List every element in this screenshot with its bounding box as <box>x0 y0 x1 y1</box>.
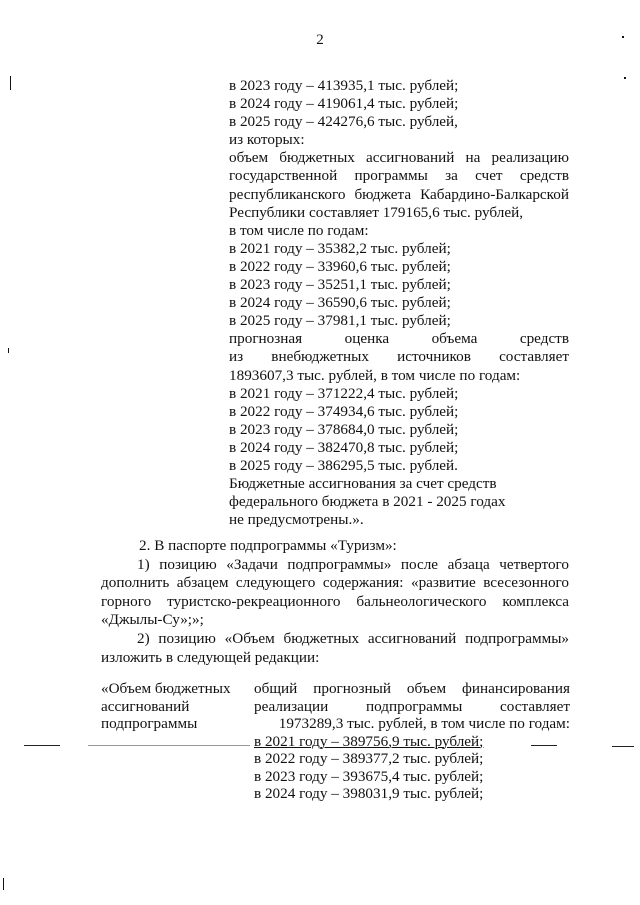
text-line: в 2021 году – 35382,2 тыс. рублей; <box>229 239 451 257</box>
text-line: в 2022 году – 374934,6 тыс. рублей; <box>229 402 459 420</box>
underlined-year-row: в 2021 году – 389756,9 тыс. рублей; <box>254 732 484 750</box>
text-line: в 2023 году – 413935,1 тыс. рублей; <box>229 77 459 94</box>
text-line: в 2025 году – 37981,1 тыс. рублей; <box>229 312 451 330</box>
text-line: в 2023 году – 393675,4 тыс. рублей; <box>254 767 484 785</box>
text-line: 1893607,3 тыс. рублей, в том числе по годам: <box>229 366 521 384</box>
text-line: прогнозная оценка объема средств <box>229 330 569 348</box>
text-line: горного туристско-рекреационного бальнеологического комплекса <box>101 592 569 610</box>
text-line: Республики составляет 179165,6 тыс. рублей, <box>229 203 524 221</box>
table-left-cell <box>101 680 246 733</box>
text-line: «Джылы-Су»;»; <box>101 611 204 629</box>
text-line: реализации подпрограммы составляет <box>254 697 570 715</box>
margin-mark <box>8 348 9 353</box>
text-line: не предусмотрены.». <box>229 511 364 529</box>
scan-dash-line <box>531 745 557 746</box>
text-line: «Объем бюджетных <box>101 680 231 697</box>
scan-dash-line <box>24 745 60 746</box>
text-line: республиканского бюджета Кабардино-Балкарской <box>229 185 569 203</box>
margin-mark <box>624 77 626 79</box>
text-line: в 2023 году – 35251,1 тыс. рублей; <box>229 276 451 294</box>
text-line: в 2025 году – 424276,6 тыс. рублей, <box>229 113 458 131</box>
text-line: объем бюджетных ассигнований на реализацию <box>229 149 569 167</box>
text-line: изложить в следующей редакции: <box>101 648 320 666</box>
financing-block <box>229 77 569 529</box>
page-number: 2 <box>316 32 324 48</box>
text-line: подпрограммы <box>101 715 198 732</box>
text-line: государственной программы за счет средств <box>229 167 569 185</box>
section-paragraphs <box>101 537 569 667</box>
section-item-2: 2. В паспорте подпрограммы «Туризм»: <box>139 537 397 554</box>
scan-dash-line <box>612 746 634 747</box>
text-line: 1) позицию «Задачи подпрограммы» после абзаца четвертого <box>137 555 569 573</box>
text-line: 2) позицию «Объем бюджетных ассигнований подпрограммы» <box>137 629 569 647</box>
table-right-cell <box>254 680 570 803</box>
text-line: 1973289,3 тыс. рублей, в том числе по годам: <box>278 715 570 732</box>
text-line: из которых: <box>229 131 305 149</box>
text-line: Бюджетные ассигнования за счет средств <box>229 475 497 493</box>
text-line: общий прогнозный объем финансирования <box>254 680 570 697</box>
text-line <box>254 733 570 751</box>
text-line: в 2024 году – 382470,8 тыс. рублей; <box>229 438 459 456</box>
text-line: в 2024 году – 398031,9 тыс. рублей; <box>254 785 484 802</box>
scan-dash-line <box>88 745 250 746</box>
text-line: в том числе по годам: <box>229 221 369 239</box>
text-line: дополнить абзацем следующего содержания: «развитие всесезонного <box>101 574 569 592</box>
text-line: в 2021 году – 371222,4 тыс. рублей; <box>229 384 459 402</box>
text-line: в 2022 году – 389377,2 тыс. рублей; <box>254 750 484 767</box>
margin-mark <box>10 76 11 90</box>
text-line: в 2024 году – 419061,4 тыс. рублей; <box>229 95 459 113</box>
text-line: в 2022 году – 33960,6 тыс. рублей; <box>229 257 451 275</box>
text-line: в 2023 году – 378684,0 тыс. рублей; <box>229 420 459 438</box>
margin-mark <box>3 878 4 890</box>
text-line: федерального бюджета в 2021 - 2025 годах <box>229 493 506 511</box>
text-line: ассигнований <box>101 697 190 715</box>
text-line: в 2025 году – 386295,5 тыс. рублей. <box>229 456 458 474</box>
text-line: из внебюджетных источников составляет <box>229 348 569 366</box>
margin-mark <box>622 36 624 38</box>
text-line: в 2024 году – 36590,6 тыс. рублей; <box>229 294 451 312</box>
